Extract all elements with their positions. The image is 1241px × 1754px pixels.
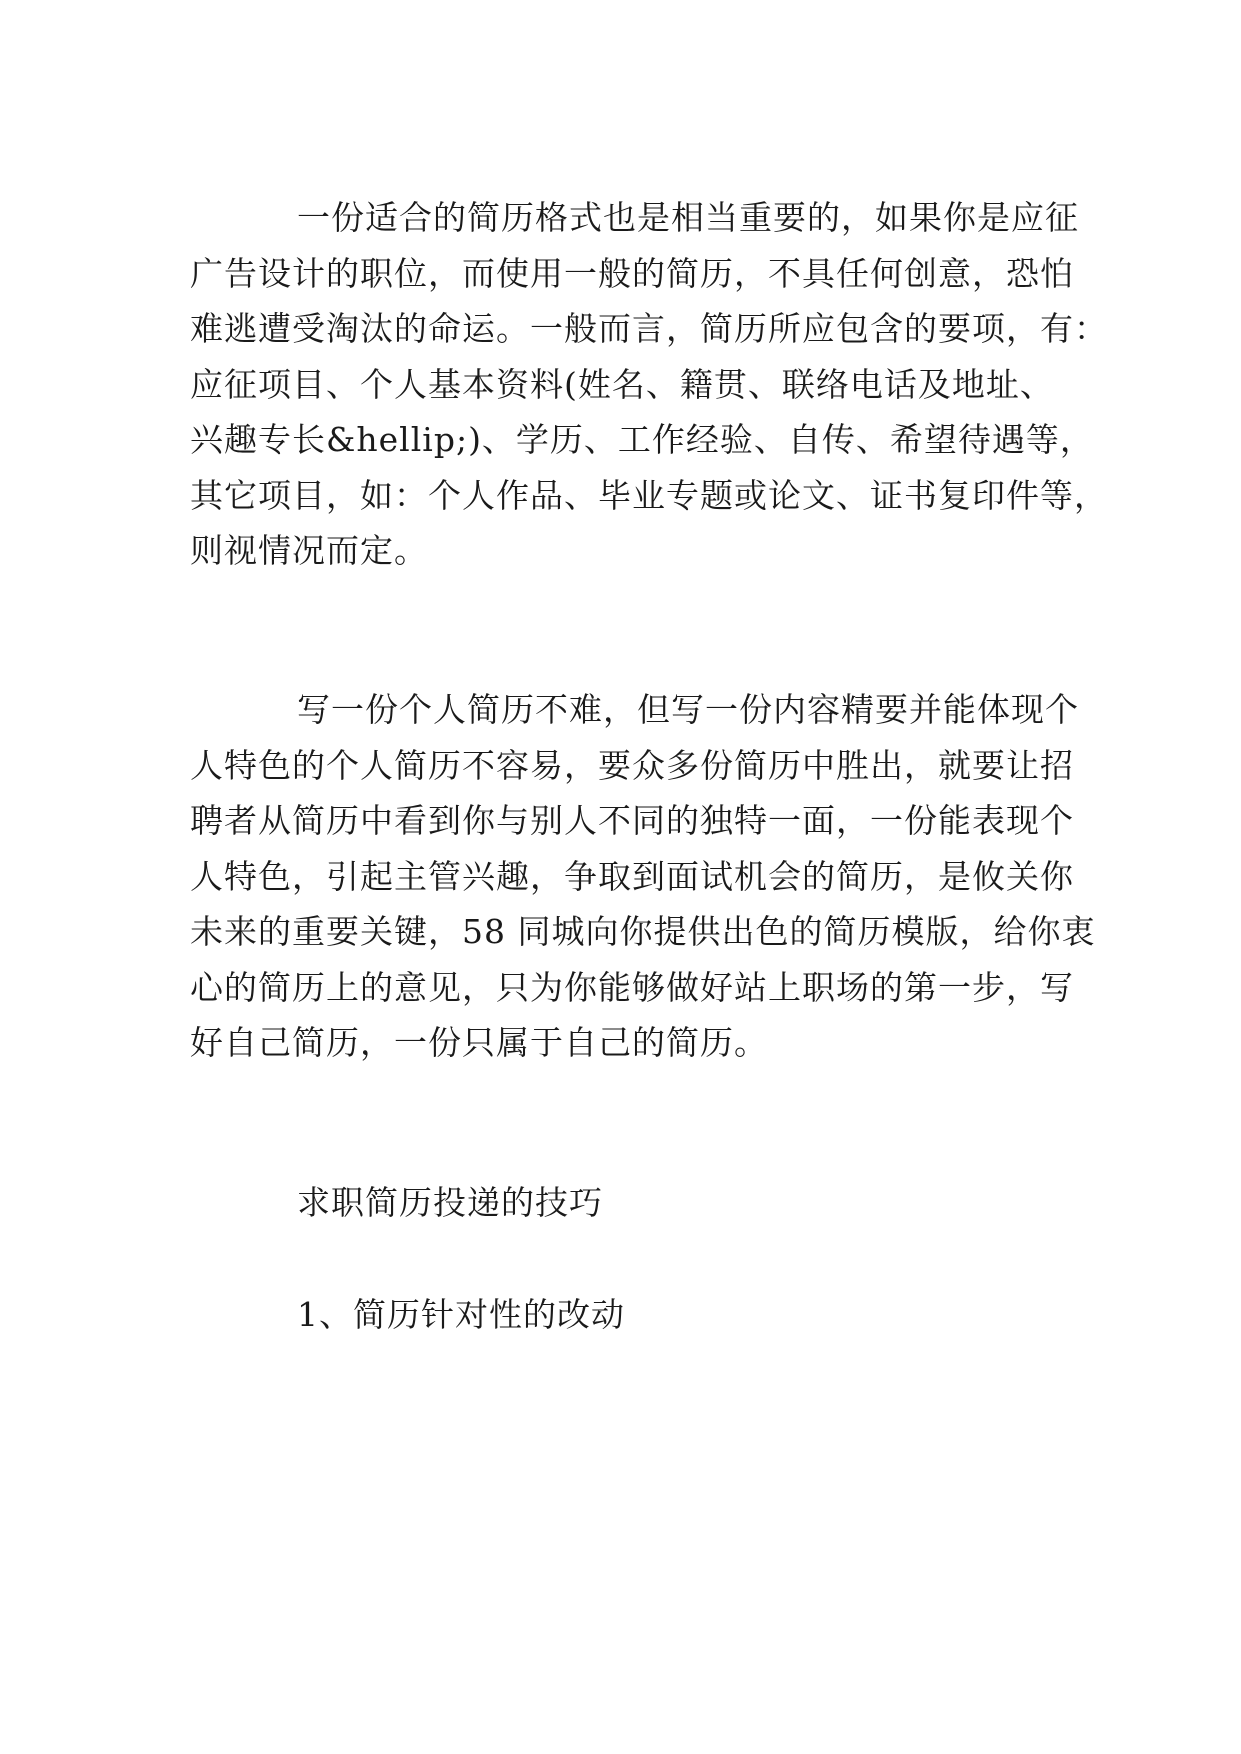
paragraph-1-line-3: 难逃遭受淘汰的命运。一般而言，简历所应包含的要项，有： [190, 309, 1108, 348]
subsection-heading: 1、简历针对性的改动 [297, 1295, 625, 1334]
paragraph-2-line-4: 人特色，引起主管兴趣，争取到面试机会的简历，是攸关你 [190, 857, 1074, 896]
paragraph-2-line-5: 未来的重要关键，58 同城向你提供出色的简历模版，给你衷 [190, 912, 1096, 951]
paragraph-2-line-3: 聘者从简历中看到你与别人不同的独特一面，一份能表现个 [190, 801, 1074, 840]
paragraph-1-line-1: 一份适合的简历格式也是相当重要的，如果你是应征 [297, 198, 1079, 237]
paragraph-1-line-6: 其它项目，如：个人作品、毕业专题或论文、证书复印件等， [190, 476, 1108, 515]
paragraph-2-line-1: 写一份个人简历不难，但写一份内容精要并能体现个 [297, 690, 1079, 729]
paragraph-1-line-7: 则视情况而定。 [190, 531, 428, 570]
paragraph-2-line-7: 好自己简历，一份只属于自己的简历。 [190, 1023, 768, 1062]
paragraph-1-line-2: 广告设计的职位，而使用一般的简历，不具任何创意，恐怕 [190, 254, 1074, 293]
paragraph-1-line-4: 应征项目、个人基本资料(姓名、籍贯、联络电话及地址、 [190, 365, 1054, 404]
paragraph-1-line-5: 兴趣专长&hellip;)、学历、工作经验、自传、希望待遇等， [190, 420, 1094, 459]
paragraph-2-line-2: 人特色的个人简历不容易，要众多份简历中胜出，就要让招 [190, 746, 1074, 785]
paragraph-2-line-6: 心的简历上的意见，只为你能够做好站上职场的第一步，写 [190, 968, 1074, 1007]
section-heading: 求职简历投递的技巧 [297, 1183, 603, 1222]
